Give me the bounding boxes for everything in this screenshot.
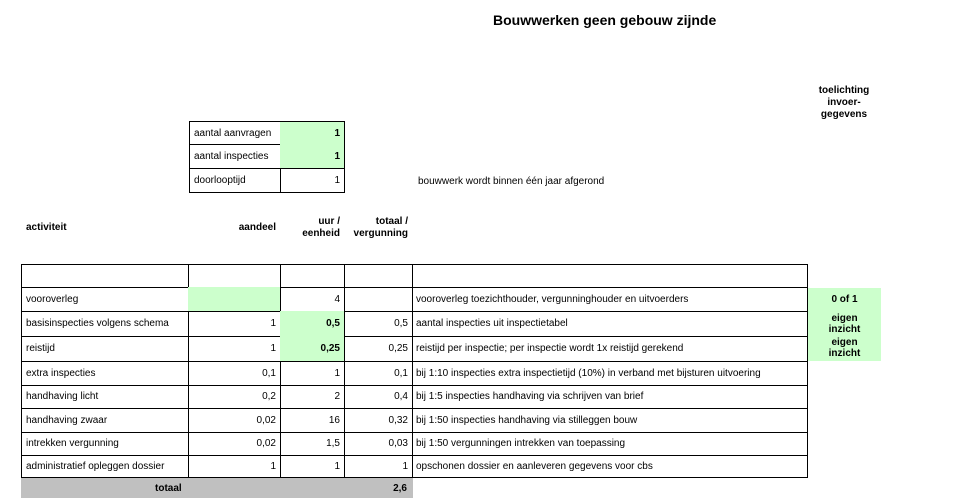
note-reistijd-line2: inzicht — [828, 348, 861, 359]
row-activity: basisinspecties volgens schema — [21, 311, 189, 337]
input-label-aanvragen: aantal aanvragen — [189, 121, 281, 145]
input-doorlooptijd-value[interactable]: 1 — [280, 168, 345, 193]
row-activity: handhaving licht — [21, 385, 189, 409]
notes-header-line2: invoer- — [827, 97, 861, 108]
row-hours: 16 — [280, 408, 345, 433]
input-inspecties-value[interactable]: 1 — [280, 144, 345, 169]
header-hours — [282, 216, 340, 240]
row-comment: bij 1:10 inspecties extra inspectietijd (10%) in verband met bijsturen uitvoering — [412, 361, 808, 386]
row-hours[interactable]: 0,5 — [280, 311, 345, 337]
notes-header-line1: toelichting — [818, 85, 870, 96]
note-reistijd — [808, 337, 881, 361]
note-basis-line2: inzicht — [828, 324, 861, 335]
header-total — [340, 216, 408, 240]
empty-cell — [21, 264, 189, 288]
row-share: 1 — [188, 311, 281, 337]
header-hours-line1: uur / — [318, 216, 340, 227]
row-comment: bij 1:50 inspecties handhaving via stilleggen bouw — [412, 408, 808, 433]
row-activity: reistijd — [21, 336, 189, 362]
note-vooroverleg: 0 of 1 — [808, 288, 881, 312]
empty-cell — [412, 264, 808, 288]
row-comment: bij 1:5 inspecties handhaving via schrijven van brief — [412, 385, 808, 409]
row-hours: 1 — [280, 455, 345, 478]
note-basisinspecties — [808, 312, 881, 337]
note-reistijd-line1: eigen — [831, 337, 858, 348]
row-share: 0,02 — [188, 408, 281, 433]
row-activity: vooroverleg — [21, 287, 189, 312]
total-row — [21, 478, 413, 498]
total-label: totaal — [155, 482, 182, 494]
header-activity: activiteit — [26, 222, 67, 233]
row-total: 0,25 — [344, 336, 413, 362]
empty-cell — [188, 264, 281, 288]
total-value: 2,6 — [393, 482, 407, 494]
row-total: 1 — [344, 455, 413, 478]
row-activity: administratief opleggen dossier — [21, 455, 189, 478]
notes-column-header — [808, 85, 880, 121]
row-activity: handhaving zwaar — [21, 408, 189, 433]
row-share: 0,2 — [188, 385, 281, 409]
row-comment: aantal inspecties uit inspectietabel — [412, 311, 808, 337]
row-share[interactable] — [188, 287, 281, 312]
row-total: 0,03 — [344, 432, 413, 456]
empty-cell — [344, 264, 413, 288]
row-activity: extra inspecties — [21, 361, 189, 386]
row-comment: opschonen dossier en aanleveren gegevens voor cbs — [412, 455, 808, 478]
row-total: 0,4 — [344, 385, 413, 409]
input-note: bouwwerk wordt binnen één jaar afgerond — [418, 176, 605, 187]
note-basis-line1: eigen — [831, 313, 858, 324]
row-total: 0,32 — [344, 408, 413, 433]
header-share: aandeel — [238, 222, 276, 233]
row-hours[interactable]: 0,25 — [280, 336, 345, 362]
row-total: 0,5 — [344, 311, 413, 337]
header-hours-line2: eenheid — [302, 228, 340, 239]
row-total — [344, 287, 413, 312]
row-comment: bij 1:50 vergunningen intrekken van toepassing — [412, 432, 808, 456]
row-comment: vooroverleg toezichthouder, vergunninghouder en uitvoerders — [412, 287, 808, 312]
input-aanvragen-value[interactable]: 1 — [280, 121, 345, 145]
notes-header-line3: gegevens — [820, 109, 868, 120]
header-total-line1: totaal / — [375, 216, 408, 227]
input-label-inspecties: aantal inspecties — [189, 144, 281, 169]
row-share: 0,1 — [188, 361, 281, 386]
row-total: 0,1 — [344, 361, 413, 386]
row-comment: reistijd per inspectie; per inspectie wordt 1x reistijd gerekend — [412, 336, 808, 362]
row-share: 1 — [188, 455, 281, 478]
row-hours: 4 — [280, 287, 345, 312]
row-hours: 2 — [280, 385, 345, 409]
empty-cell — [280, 264, 345, 288]
input-label-doorlooptijd: doorlooptijd — [189, 168, 281, 193]
row-share: 0,02 — [188, 432, 281, 456]
header-total-line2: vergunning — [353, 228, 408, 239]
row-hours: 1,5 — [280, 432, 345, 456]
page-title: Bouwwerken geen gebouw zijnde — [493, 12, 717, 28]
row-hours: 1 — [280, 361, 345, 386]
row-share: 1 — [188, 336, 281, 362]
row-activity: intrekken vergunning — [21, 432, 189, 456]
